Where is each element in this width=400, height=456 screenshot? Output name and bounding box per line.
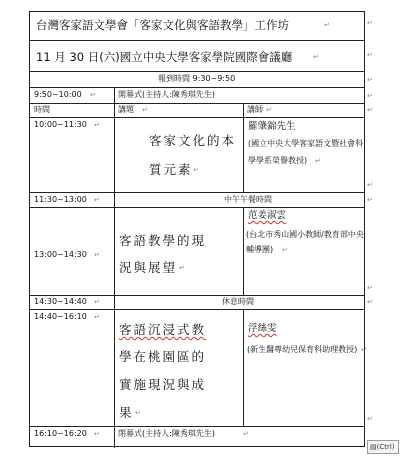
session3-affiliation: (新生醫專幼兒保育科助理教授)	[247, 345, 358, 354]
row-end-mark: ↵	[367, 284, 373, 292]
session1-topic: 客家文化的本	[149, 133, 237, 148]
row-end-mark: ↵	[367, 106, 373, 114]
session3-topic: 客語沉浸式教	[119, 322, 207, 337]
row-end-mark: ↵	[367, 181, 373, 189]
session2-affiliation: 輔導團)	[246, 245, 274, 254]
cell-end-mark: ↵	[243, 430, 249, 438]
session3-speaker: 浮絲雯	[248, 323, 277, 334]
date-venue: 11 月 30 日(六)國立中央大學客家學院國際會議廳	[36, 50, 293, 64]
rule	[30, 426, 364, 427]
cell-end-mark: ↵	[266, 106, 272, 114]
cell-end-mark: ↵	[94, 313, 100, 321]
rule	[114, 87, 115, 117]
cell-end-mark: ↵	[94, 121, 100, 129]
paste-options-button[interactable]	[367, 440, 399, 454]
session3-topic: 學在桃園區的	[119, 349, 207, 364]
rule	[30, 103, 364, 104]
session3-topic: 實施現況與成	[119, 377, 207, 392]
cell-end-mark: ↵	[94, 298, 100, 306]
header-speaker: 講師	[247, 105, 263, 114]
rule	[243, 207, 244, 295]
rule	[30, 192, 364, 193]
row-end-mark: ↵	[367, 76, 373, 84]
opening-time: 9:50~10:00	[34, 90, 82, 99]
cell-end-mark: ↵	[179, 264, 185, 272]
cell-end-mark: ↵	[282, 246, 288, 254]
row-end-mark: ↵	[367, 92, 373, 100]
session2-topic: 況與展望	[119, 260, 178, 275]
lunch-break: 中午午餐時間	[224, 195, 272, 204]
rule	[114, 207, 115, 295]
rest-break: 休息時間	[222, 297, 254, 306]
session2-time: 13:00~14:30	[34, 250, 87, 259]
rule	[30, 87, 364, 88]
cell-end-mark: ↵	[94, 251, 100, 259]
cell-end-mark: ↵	[315, 157, 321, 165]
rule	[114, 295, 115, 309]
cell-end-mark: ↵	[324, 21, 330, 29]
session3-topic: 果	[119, 405, 134, 420]
rule	[30, 295, 364, 296]
rule	[30, 309, 364, 310]
rule	[30, 117, 364, 118]
row-end-mark: ↵	[367, 298, 373, 306]
row-end-mark: ↵	[367, 51, 373, 59]
break-time: 14:30~14:40	[34, 297, 87, 306]
opening-ceremony: 開幕式(主持人:陳秀琪先生)	[118, 90, 215, 99]
cell-end-mark: ↵	[90, 91, 96, 99]
session2-topic: 客語教學的現	[119, 233, 207, 248]
closing-ceremony: 閉幕式(主持人:陳秀琪先生)	[118, 429, 215, 438]
cell-end-mark: ↵	[313, 53, 319, 61]
closing-time: 16:10~16:20	[34, 429, 87, 438]
session1-speaker: 羅肇錦先生	[248, 121, 296, 132]
session1-affiliation: (國立中央大學客家語文暨社會科	[248, 139, 364, 148]
rule	[30, 40, 364, 41]
schedule-table	[29, 11, 365, 447]
session1-affiliation: 學學系榮譽教授)	[248, 156, 308, 165]
rule	[114, 309, 115, 448]
registration-time: 報到時間 9:30~9:50	[158, 74, 236, 83]
row-end-mark: ↵	[367, 415, 373, 423]
rule	[243, 309, 244, 426]
cell-end-mark: ↵	[142, 106, 148, 114]
session2-affiliation: (台北市秀山國小教師/教育部中央	[246, 230, 364, 239]
workshop-title: 台灣客家語文學會「客家文化與客語教學」工作坊	[36, 18, 289, 32]
cell-end-mark: ↵	[135, 409, 141, 417]
cell-end-mark: ↵	[361, 346, 367, 354]
paste-options-label: (Ctrl)	[376, 443, 395, 451]
session1-topic: 質元素	[149, 162, 193, 177]
clipboard-icon: ▤	[370, 443, 377, 451]
rule	[243, 103, 244, 192]
cell-end-mark: ↵	[94, 196, 100, 204]
rule	[30, 71, 364, 72]
row-end-mark: ↵	[367, 196, 373, 204]
session3-time: 14:40~16:10	[34, 312, 87, 321]
session2-speaker: 范姜淑雲	[248, 210, 287, 221]
cell-end-mark: ↵	[94, 430, 100, 438]
rule	[114, 117, 115, 192]
session1-time: 10:00~11:30	[34, 120, 87, 129]
row-end-mark: ↵	[367, 19, 373, 27]
rule	[114, 192, 115, 207]
rule	[30, 207, 364, 208]
cell-end-mark: ↵	[193, 166, 199, 174]
lunch-time: 11:30~13:00	[34, 195, 87, 204]
header-topic: 講題	[118, 105, 134, 114]
header-time: 時間	[34, 105, 50, 114]
